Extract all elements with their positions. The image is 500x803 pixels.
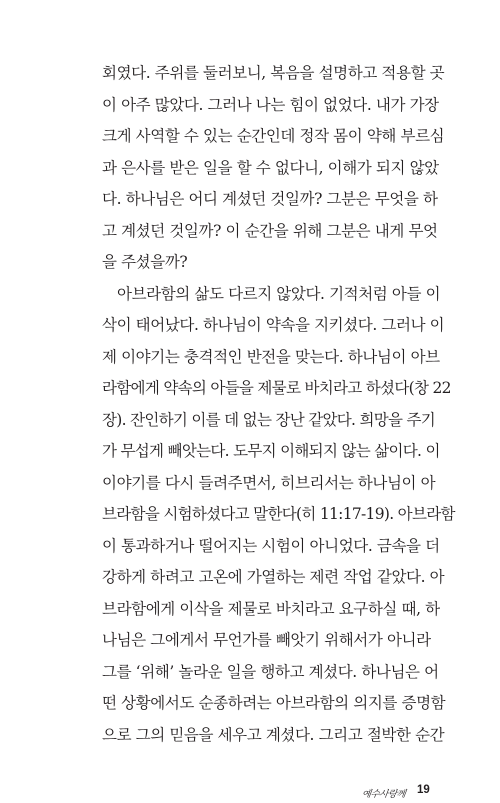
running-title: 예수사랑께 [361, 789, 406, 800]
page-footer [0, 784, 500, 800]
text-line: 이 아주 많았다. 그러나 나는 힘이 없었다. 내가 가장 [102, 95, 439, 114]
paragraph-abraham [102, 279, 455, 752]
text-line: 가 무섭게 빼앗는다. 도무지 이해되지 않는 삶이다. 이 [102, 442, 440, 460]
text-line: 다. 하나님은 어디 계셨던 것일까? 그분은 무엇을 하 [102, 190, 438, 208]
text-line: 과 은사를 받은 일을 할 수 없다니, 이해가 되지 않았 [102, 158, 439, 177]
body-text [102, 58, 455, 751]
text-line: 나님은 그에게서 무언가를 빼앗기 위해서가 아니라 [102, 631, 431, 649]
text-line: 브라함을 시험하셨다고 말한다(히 11:17-19). 아브라함 [102, 505, 455, 523]
text-line: 아브라함의 삶도 다르지 않았다. 기적처럼 아들 이 [117, 284, 441, 303]
paragraph-continued [102, 58, 445, 279]
text-line: 강하게 하려고 고온에 가열하는 제련 작업 같았다. 아 [102, 568, 445, 586]
text-line: 그를 ‘위해’ 놀라운 일을 행하고 계셨다. 하나님은 어 [102, 662, 439, 681]
text-line: 장). 잔인하기 이를 데 없는 장난 같았다. 희망을 주기 [102, 410, 436, 429]
text-line: 회였다. 주위를 둘러보니, 복음을 설명하고 적용할 곳 [102, 64, 445, 82]
text-line: 라함에게 약속의 아들을 제물로 바치라고 하셨다(창 22 [102, 379, 451, 397]
text-line: 이야기를 다시 들려주면서, 히브리서는 하나님이 아 [102, 473, 436, 492]
text-line: 이 통과하거나 떨어지는 시험이 아니었다. 금속을 더 [102, 536, 440, 555]
text-line: 고 계셨던 것일까? 이 순간을 위해 그분은 내게 무엇 [102, 221, 438, 240]
page-number: 19 [417, 784, 430, 796]
text-line: 브라함에게 이삭을 제물로 바치라고 요구하실 때, 하 [102, 599, 440, 618]
text-line: 으로 그의 믿음을 세우고 계셨다. 그리고 절박한 순간 [102, 725, 445, 744]
text-line: 떤 상황에서도 순종하려는 아브라함의 의지를 증명함 [102, 694, 446, 712]
text-line: 크게 사역할 수 있는 순간인데 정작 몸이 약해 부르심 [102, 127, 445, 145]
text-line: 삭이 태어났다. 하나님이 약속을 지키셨다. 그러나 이 [102, 316, 445, 334]
text-line: 을 주셨을까? [102, 253, 188, 271]
text-line: 제 이야기는 충격적인 반전을 맞는다. 하나님이 아브 [102, 347, 440, 366]
